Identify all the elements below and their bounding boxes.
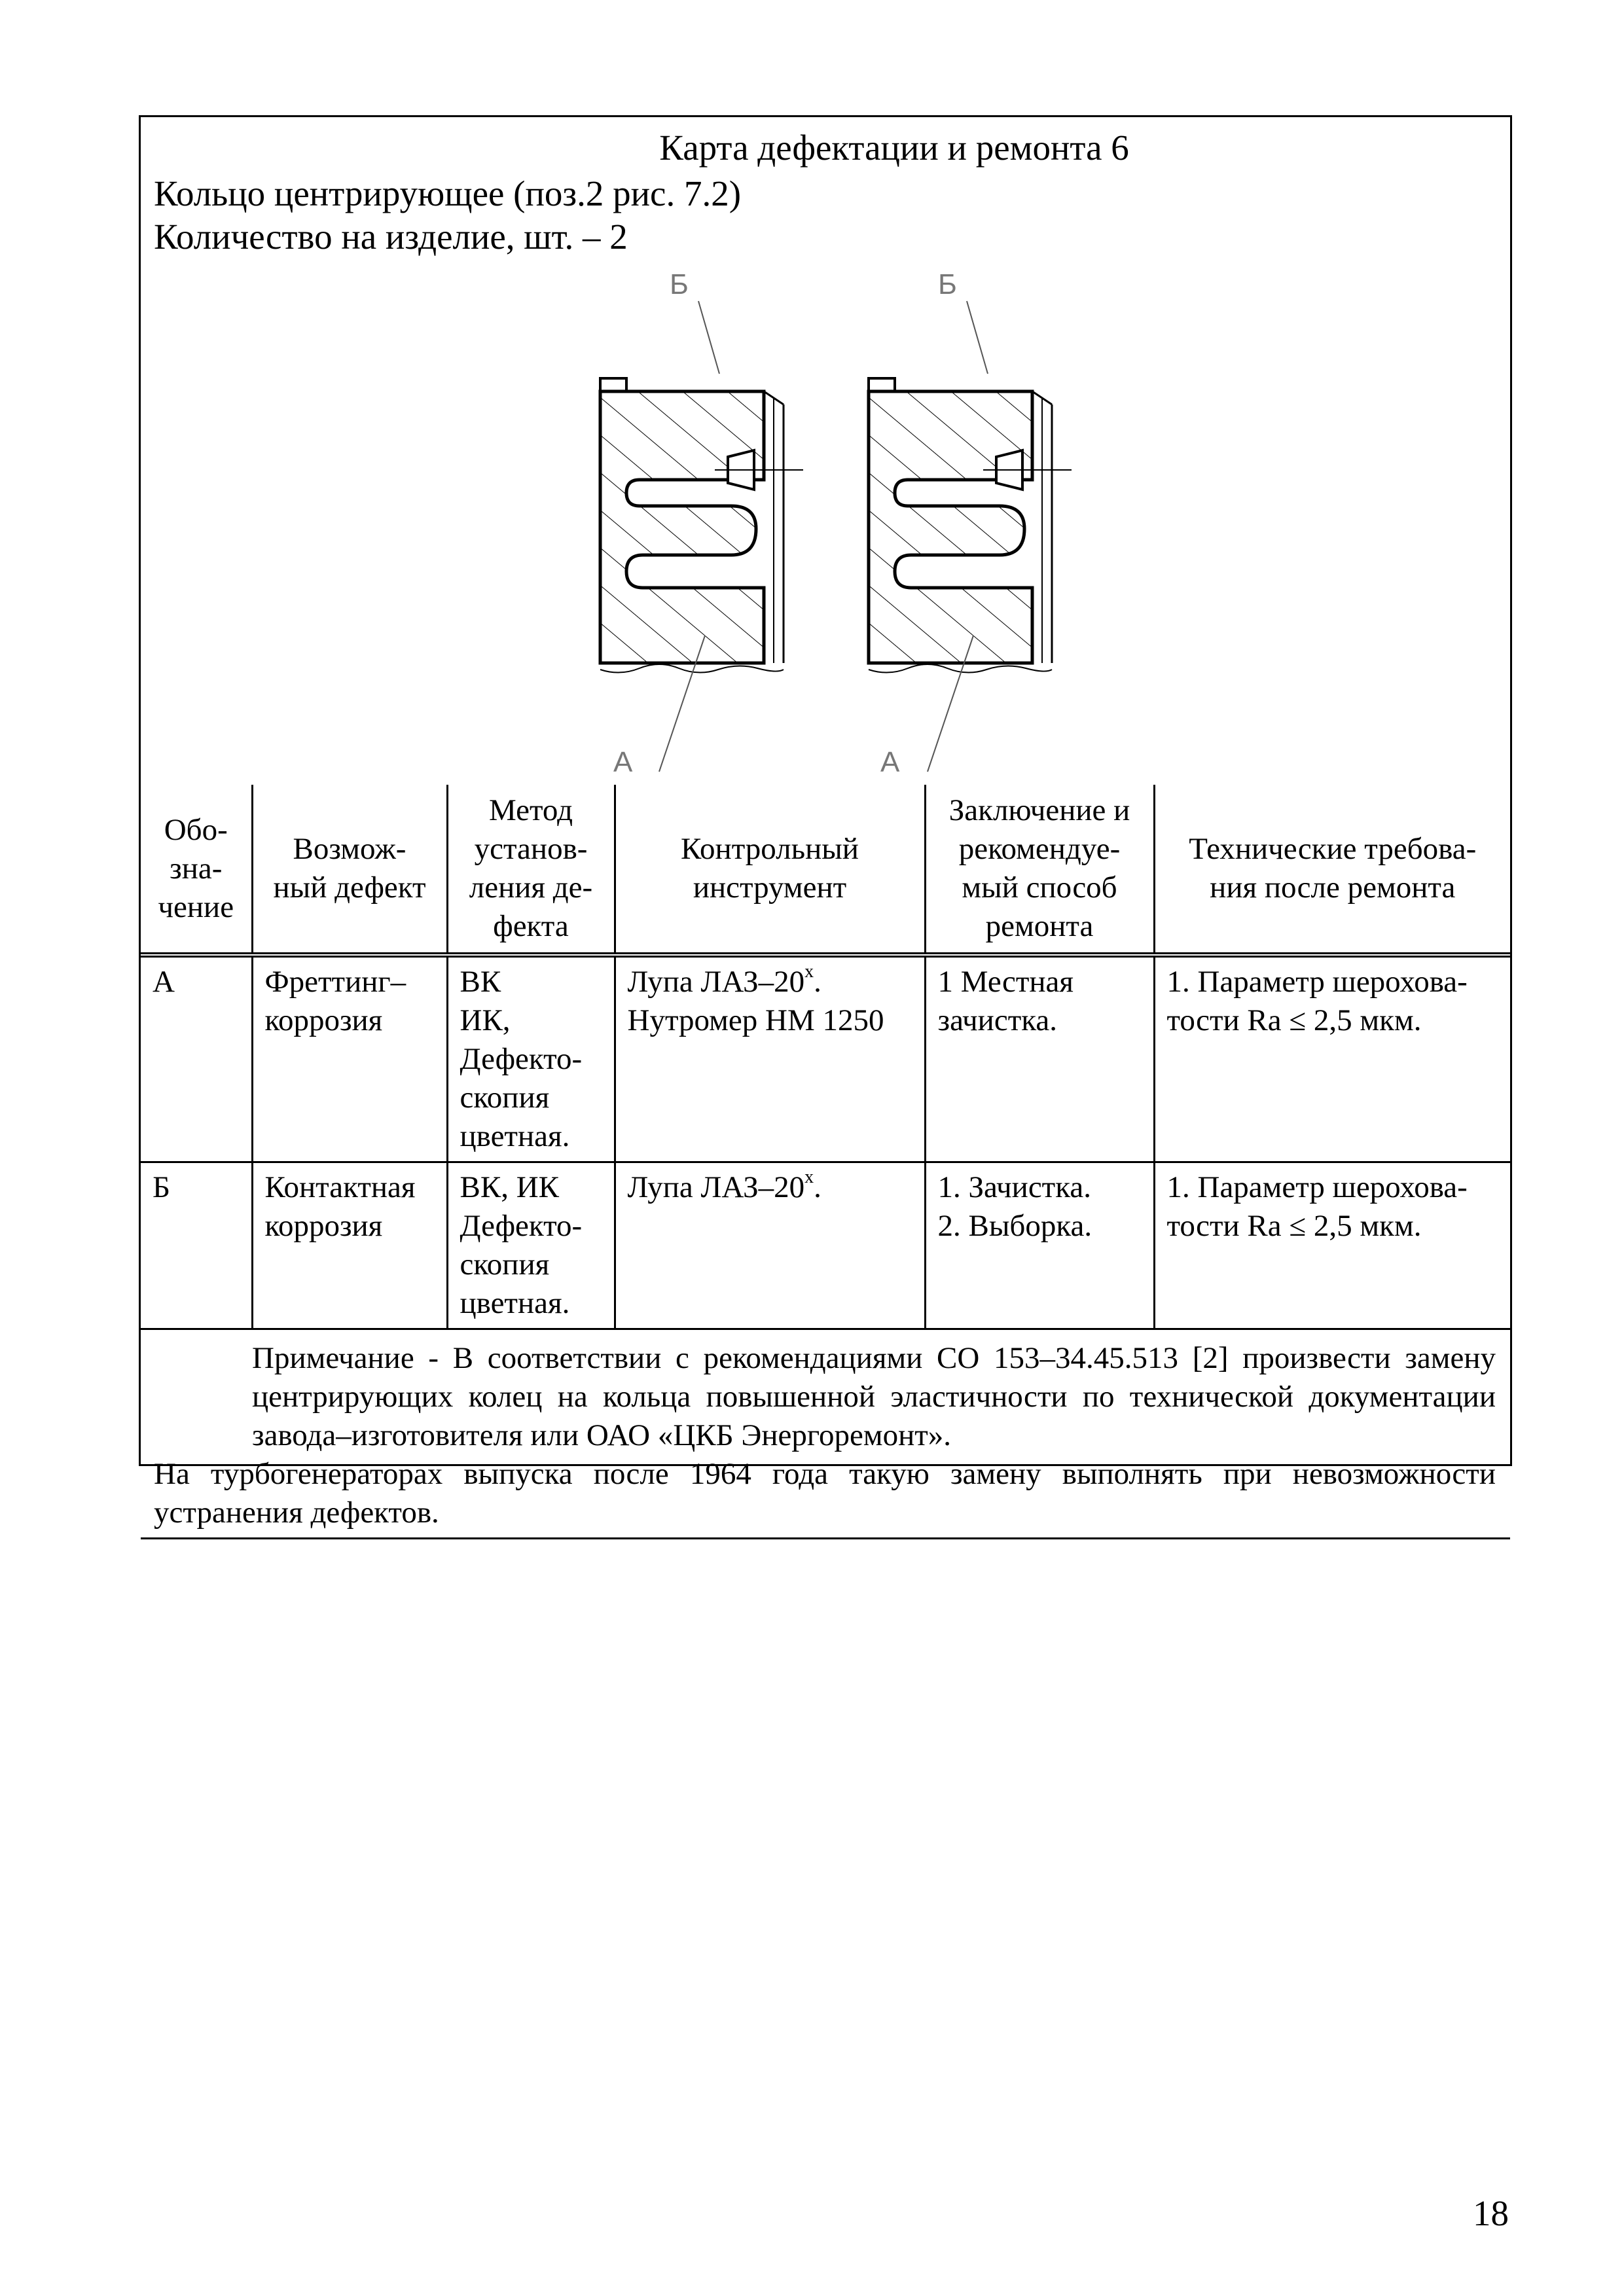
row-b-instrument-main: Лупа ЛАЗ–20 xyxy=(627,1170,805,1204)
row-b-instrument-sup: х xyxy=(804,1167,814,1187)
label-a-left: А xyxy=(613,746,633,778)
header-requirements: Технические требова- ния после ремонта xyxy=(1154,785,1510,955)
ring-section-drawing xyxy=(141,117,1510,785)
row-b-instrument-rest: . xyxy=(814,1170,821,1204)
row-b-designation: Б xyxy=(141,1162,252,1329)
card-header xyxy=(141,117,1510,785)
defect-table xyxy=(141,785,1510,1539)
table-row xyxy=(141,955,1510,1162)
note-paragraph-1: Примечание - В соответствии с рекомендациями СО 153–34.45.513 [2] произвести замену центрирующих колец на кольца повышенной эластичности по технической документации завода–изготовителя или ОАО «ЦКБ Энергоремонт». xyxy=(252,1341,1496,1452)
row-a-instrument-rest: . Нутромер НМ 1250 xyxy=(627,965,884,1037)
part-name: Кольцо центрирующее (поз.2 рис. 7.2) xyxy=(154,173,742,213)
row-a-instrument-main: Лупа ЛАЗ–20 xyxy=(627,965,805,999)
row-b-method: ВК, ИК Дефекто- скопия цветная. xyxy=(447,1162,615,1329)
note-paragraph-2: На турбогенераторах выпуска после 1964 года такую замену выполнять при невозможности устранения дефектов. xyxy=(154,1457,1496,1530)
row-a-defect: Фреттинг– коррозия xyxy=(252,955,447,1162)
note-cell xyxy=(141,1329,1510,1539)
row-a-method: ВК ИК, Дефекто- скопия цветная. xyxy=(447,955,615,1162)
header-conclusion: Заключение и рекомендуе- мый способ ремонта xyxy=(925,785,1154,955)
row-a-designation: А xyxy=(141,955,252,1162)
row-b-defect: Контактная коррозия xyxy=(252,1162,447,1329)
header-defect: Возмож- ный дефект xyxy=(252,785,447,955)
row-a-instrument-sup: х xyxy=(804,961,814,982)
note-row xyxy=(141,1329,1510,1539)
defect-card-frame xyxy=(139,115,1512,1530)
row-b-instrument xyxy=(615,1162,925,1329)
label-a-right: А xyxy=(880,746,900,778)
card-title: Карта дефектации и ремонта 6 xyxy=(659,128,1129,168)
header-method: Метод установ- ления де- фекта xyxy=(447,785,615,955)
row-a-conclusion: 1 Местная зачистка. xyxy=(925,955,1154,1162)
ring-section-left xyxy=(600,301,803,772)
row-b-conclusion: 1. Зачистка. 2. Выборка. xyxy=(925,1162,1154,1329)
header-instrument: Контрольный инструмент xyxy=(615,785,925,955)
part-quantity: Количество на изделие, шт. – 2 xyxy=(154,217,628,257)
header-designation: Обо- зна- чение xyxy=(141,785,252,955)
table-row xyxy=(141,1162,1510,1329)
label-b-right: Б xyxy=(938,268,957,300)
row-a-requirements: 1. Параметр шерохова- тости Ra ≤ 2,5 мкм. xyxy=(1154,955,1510,1162)
row-b-requirements: 1. Параметр шерохова- тости Ra ≤ 2,5 мкм. xyxy=(1154,1162,1510,1329)
page-number: 18 xyxy=(1473,2193,1509,2233)
label-b-left: Б xyxy=(670,268,689,300)
ring-section-right xyxy=(869,301,1072,772)
row-a-instrument xyxy=(615,955,925,1162)
table-header-row xyxy=(141,785,1510,955)
